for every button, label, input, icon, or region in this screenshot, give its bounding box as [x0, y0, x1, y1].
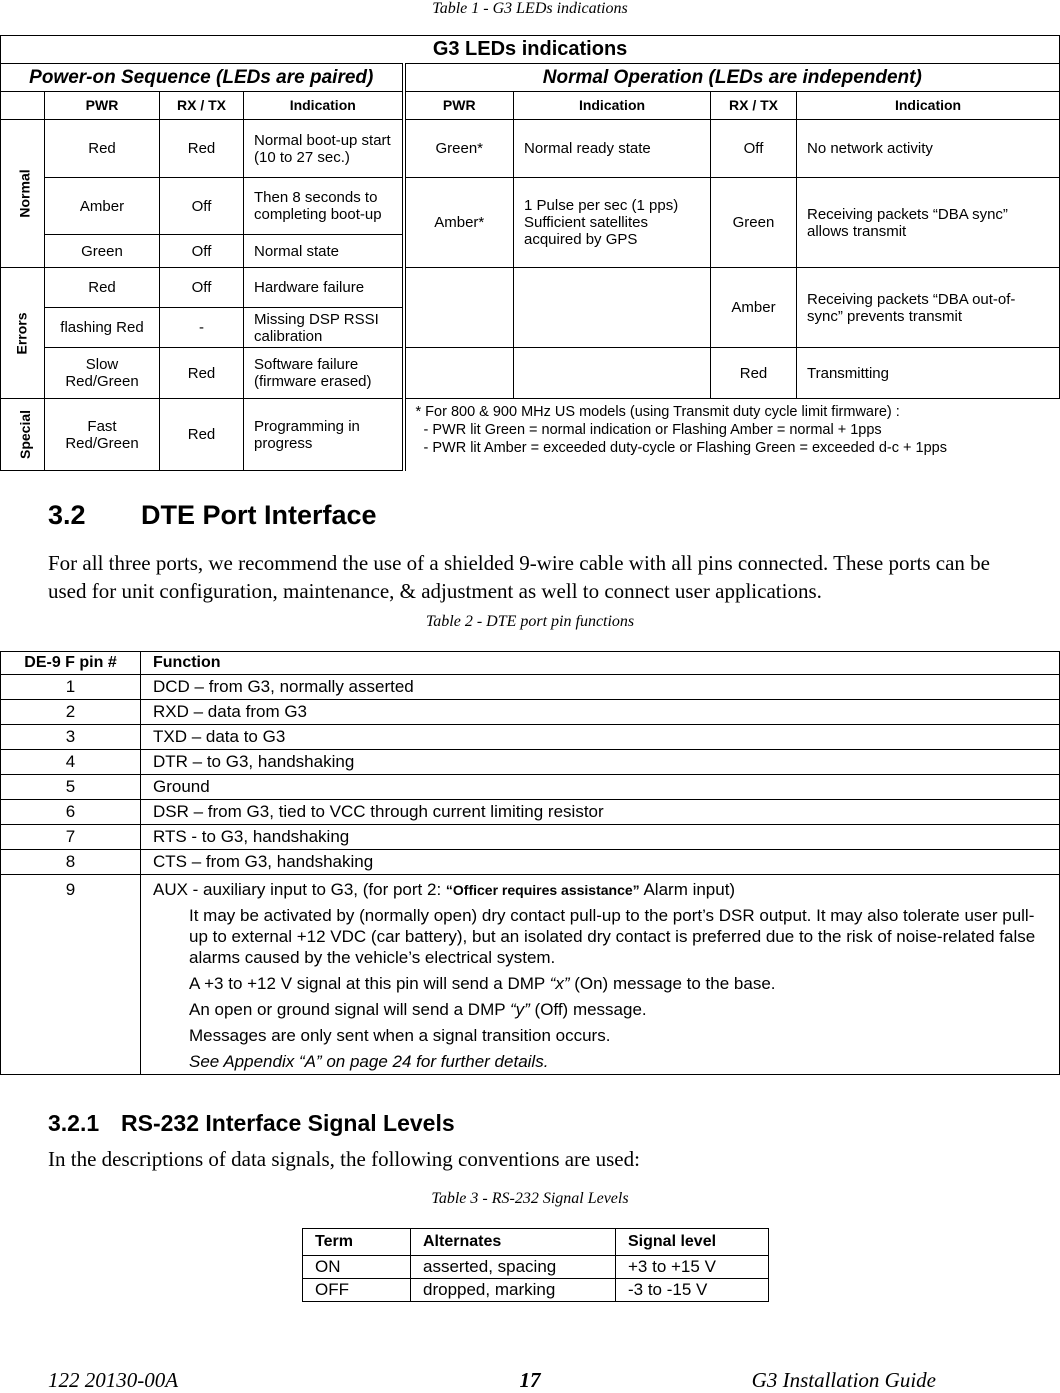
pin-number: 2 [1, 700, 141, 725]
normal-indication-2: Receiving packets “DBA out-of-sync” prevents transmit [797, 268, 1060, 348]
col-header-normal-rxtx: RX / TX [711, 92, 797, 120]
pin-function: RTS - to G3, handshaking [141, 825, 1060, 850]
section-title: DTE Port Interface [141, 500, 377, 530]
table-row [1, 775, 1060, 800]
led-rxtx: Red [160, 348, 244, 399]
pin-number: 5 [1, 775, 141, 800]
table-row [1, 700, 1060, 725]
led-rxtx: Red [160, 399, 244, 471]
duty-cycle-note [404, 399, 1060, 471]
col-header-rxtx: RX / TX [160, 92, 244, 120]
detail-text: (Off) message. [529, 1000, 647, 1019]
rs232-levels-table [302, 1228, 769, 1302]
signal-level: -3 to -15 V [616, 1279, 769, 1302]
table-row [1, 675, 1060, 700]
table-row [303, 1256, 769, 1279]
col-header-normal-pwr: PWR [404, 92, 514, 120]
pin-function-aux [141, 875, 1060, 1075]
detail-msg-x: “x” [549, 974, 570, 993]
pin-number: 3 [1, 725, 141, 750]
led-rxtx: Red [160, 120, 244, 178]
aux-lead: AUX - auxiliary input to G3, (for port 2: [153, 880, 446, 899]
dte-pin-table [0, 651, 1060, 1075]
pin-function: CTS – from G3, handshaking [141, 850, 1060, 875]
led-indication: Normal boot-up start (10 to 27 sec.) [244, 120, 404, 178]
note-line: - PWR lit Green = normal indication or Flashing Amber = normal + 1pps [423, 422, 882, 438]
normal-rxtx: Red [711, 348, 797, 399]
term: ON [303, 1256, 411, 1279]
footer-guide-title: G3 Installation Guide [751, 1368, 936, 1392]
col-header-indication: Indication [244, 92, 404, 120]
normal-indication: Normal ready state [514, 120, 711, 178]
led-pwr: Green [45, 235, 160, 268]
pin-number: 4 [1, 750, 141, 775]
led-indication: Missing DSP RSSI calibration [244, 308, 404, 348]
note-line: * For 800 & 900 MHz US models (using Transmit duty cycle limit firmware) : [415, 404, 900, 420]
col-header-normal-indication-2: Indication [797, 92, 1060, 120]
pin-function: DTR – to G3, handshaking [141, 750, 1060, 775]
normal-indication-empty [514, 268, 711, 348]
normal-pwr: Green* [404, 120, 514, 178]
detail-text: (On) message to the base. [569, 974, 776, 993]
pin-function: Ground [141, 775, 1060, 800]
col-header-pwr: PWR [45, 92, 160, 120]
table-row [1, 725, 1060, 750]
led-pwr: Amber [45, 178, 160, 235]
subsection-body: In the descriptions of data signals, the following conventions are used: [48, 1147, 640, 1171]
appendix-reference: See Appendix “A” on page 24 for further details. [189, 1052, 549, 1071]
table-row [1, 750, 1060, 775]
led-indication: Then 8 seconds to completing boot-up [244, 178, 404, 235]
pin-number: 9 [1, 875, 141, 1075]
led-indication: Programming in progress [244, 399, 404, 471]
table-row [1, 875, 1060, 1075]
table1-caption: Table 1 - G3 LEDs indications [432, 0, 628, 17]
normal-pwr: Amber* [404, 178, 514, 268]
normal-indication-2: Transmitting [797, 348, 1060, 399]
col-header-normal-indication: Indication [514, 92, 711, 120]
aux-detail-off [189, 999, 1047, 1020]
group-errors: Errors [1, 268, 45, 399]
group-normal: Normal [1, 120, 45, 268]
section-body: For all three ports, we recommend the use of a shielded 9-wire cable with all pins connected. These ports can be used for unit configuration, maintenance, & adjustment as well to connect user applications. [48, 551, 990, 603]
normal-rxtx: Amber [711, 268, 797, 348]
led-pwr: Fast Red/Green [45, 399, 160, 471]
col-header-signal-level: Signal level [616, 1229, 769, 1256]
led-pwr: Red [45, 268, 160, 308]
pin-function: TXD – data to G3 [141, 725, 1060, 750]
pin-number: 6 [1, 800, 141, 825]
alternates: dropped, marking [411, 1279, 616, 1302]
normal-pwr-empty [404, 348, 514, 399]
group-special: Special [1, 399, 45, 471]
normal-indication-2: No network activity [797, 120, 1060, 178]
signal-level: +3 to +15 V [616, 1256, 769, 1279]
footer-doc-number: 122 20130-00A [48, 1368, 179, 1392]
col-header-term: Term [303, 1229, 411, 1256]
table2-caption: Table 2 - DTE port pin functions [425, 613, 635, 630]
normal-rxtx: Off [711, 120, 797, 178]
section-number: 3.2 [48, 500, 86, 530]
col-header-function: Function [141, 652, 1060, 675]
pin-function: RXD – data from G3 [141, 700, 1060, 725]
power-on-heading: Power-on Sequence (LEDs are paired) [1, 64, 404, 92]
table-row [1, 850, 1060, 875]
pin-number: 1 [1, 675, 141, 700]
normal-rxtx: Green [711, 178, 797, 268]
led-pwr: Slow Red/Green [45, 348, 160, 399]
detail-text: An open or ground signal will send a DMP [189, 1000, 510, 1019]
table-row [1, 825, 1060, 850]
pin-number: 7 [1, 825, 141, 850]
table-row [303, 1279, 769, 1302]
detail-text: A +3 to +12 V signal at this pin will send a DMP [189, 974, 550, 993]
normal-pwr-empty [404, 268, 514, 348]
note-line: - PWR lit Amber = exceeded duty-cycle or Flashing Green = exceeded d-c + 1pps [423, 440, 947, 456]
led-indication: Software failure (firmware erased) [244, 348, 404, 399]
aux-detail-on [189, 973, 1047, 994]
aux-detail-activation: It may be activated by (normally open) dry contact pull-up to the port’s DSR output. It may also tolerate user pull-up to external +12 VDC (car battery), but an isolated dry contact is preferred due to the risk of noise-related false alarms caused by the vehicle’s electrical system. [189, 906, 1036, 967]
normal-operation-heading: Normal Operation (LEDs are independent) [404, 64, 1060, 92]
aux-details [189, 905, 1047, 1072]
table3-caption: Table 3 - RS-232 Signal Levels [431, 1190, 629, 1207]
table1-title: G3 LEDs indications [1, 36, 1060, 64]
header-blank [1, 92, 45, 120]
detail-msg-y: “y” [509, 1000, 530, 1019]
aux-detail-transition: Messages are only sent when a signal transition occurs. [189, 1026, 611, 1045]
led-rxtx: Off [160, 268, 244, 308]
led-rxtx: Off [160, 235, 244, 268]
led-pwr: flashing Red [45, 308, 160, 348]
section-heading [48, 500, 377, 531]
footer-page-number: 17 [519, 1368, 541, 1392]
aux-summary [153, 879, 1047, 901]
term: OFF [303, 1279, 411, 1302]
normal-indication-2: Receiving packets “DBA sync” allows transmit [797, 178, 1060, 268]
col-header-pin: DE-9 F pin # [1, 652, 141, 675]
normal-indication-empty [514, 348, 711, 399]
led-indications-table [0, 35, 1060, 471]
subsection-heading [48, 1110, 455, 1137]
led-indication: Hardware failure [244, 268, 404, 308]
pin-function: DSR – from G3, tied to VCC through current limiting resistor [141, 800, 1060, 825]
aux-tail: Alarm input) [639, 880, 736, 899]
led-indication: Normal state [244, 235, 404, 268]
subsection-title: RS-232 Interface Signal Levels [121, 1110, 455, 1136]
led-rxtx: Off [160, 178, 244, 235]
pin-function: DCD – from G3, normally asserted [141, 675, 1060, 700]
subsection-number: 3.2.1 [48, 1110, 100, 1136]
table-row [1, 800, 1060, 825]
normal-indication: 1 Pulse per sec (1 pps) Sufficient satellites acquired by GPS [514, 178, 711, 268]
pin-number: 8 [1, 850, 141, 875]
alternates: asserted, spacing [411, 1256, 616, 1279]
col-header-alternates: Alternates [411, 1229, 616, 1256]
led-rxtx: - [160, 308, 244, 348]
alarm-name: “Officer requires assistance” [445, 882, 640, 898]
led-pwr: Red [45, 120, 160, 178]
